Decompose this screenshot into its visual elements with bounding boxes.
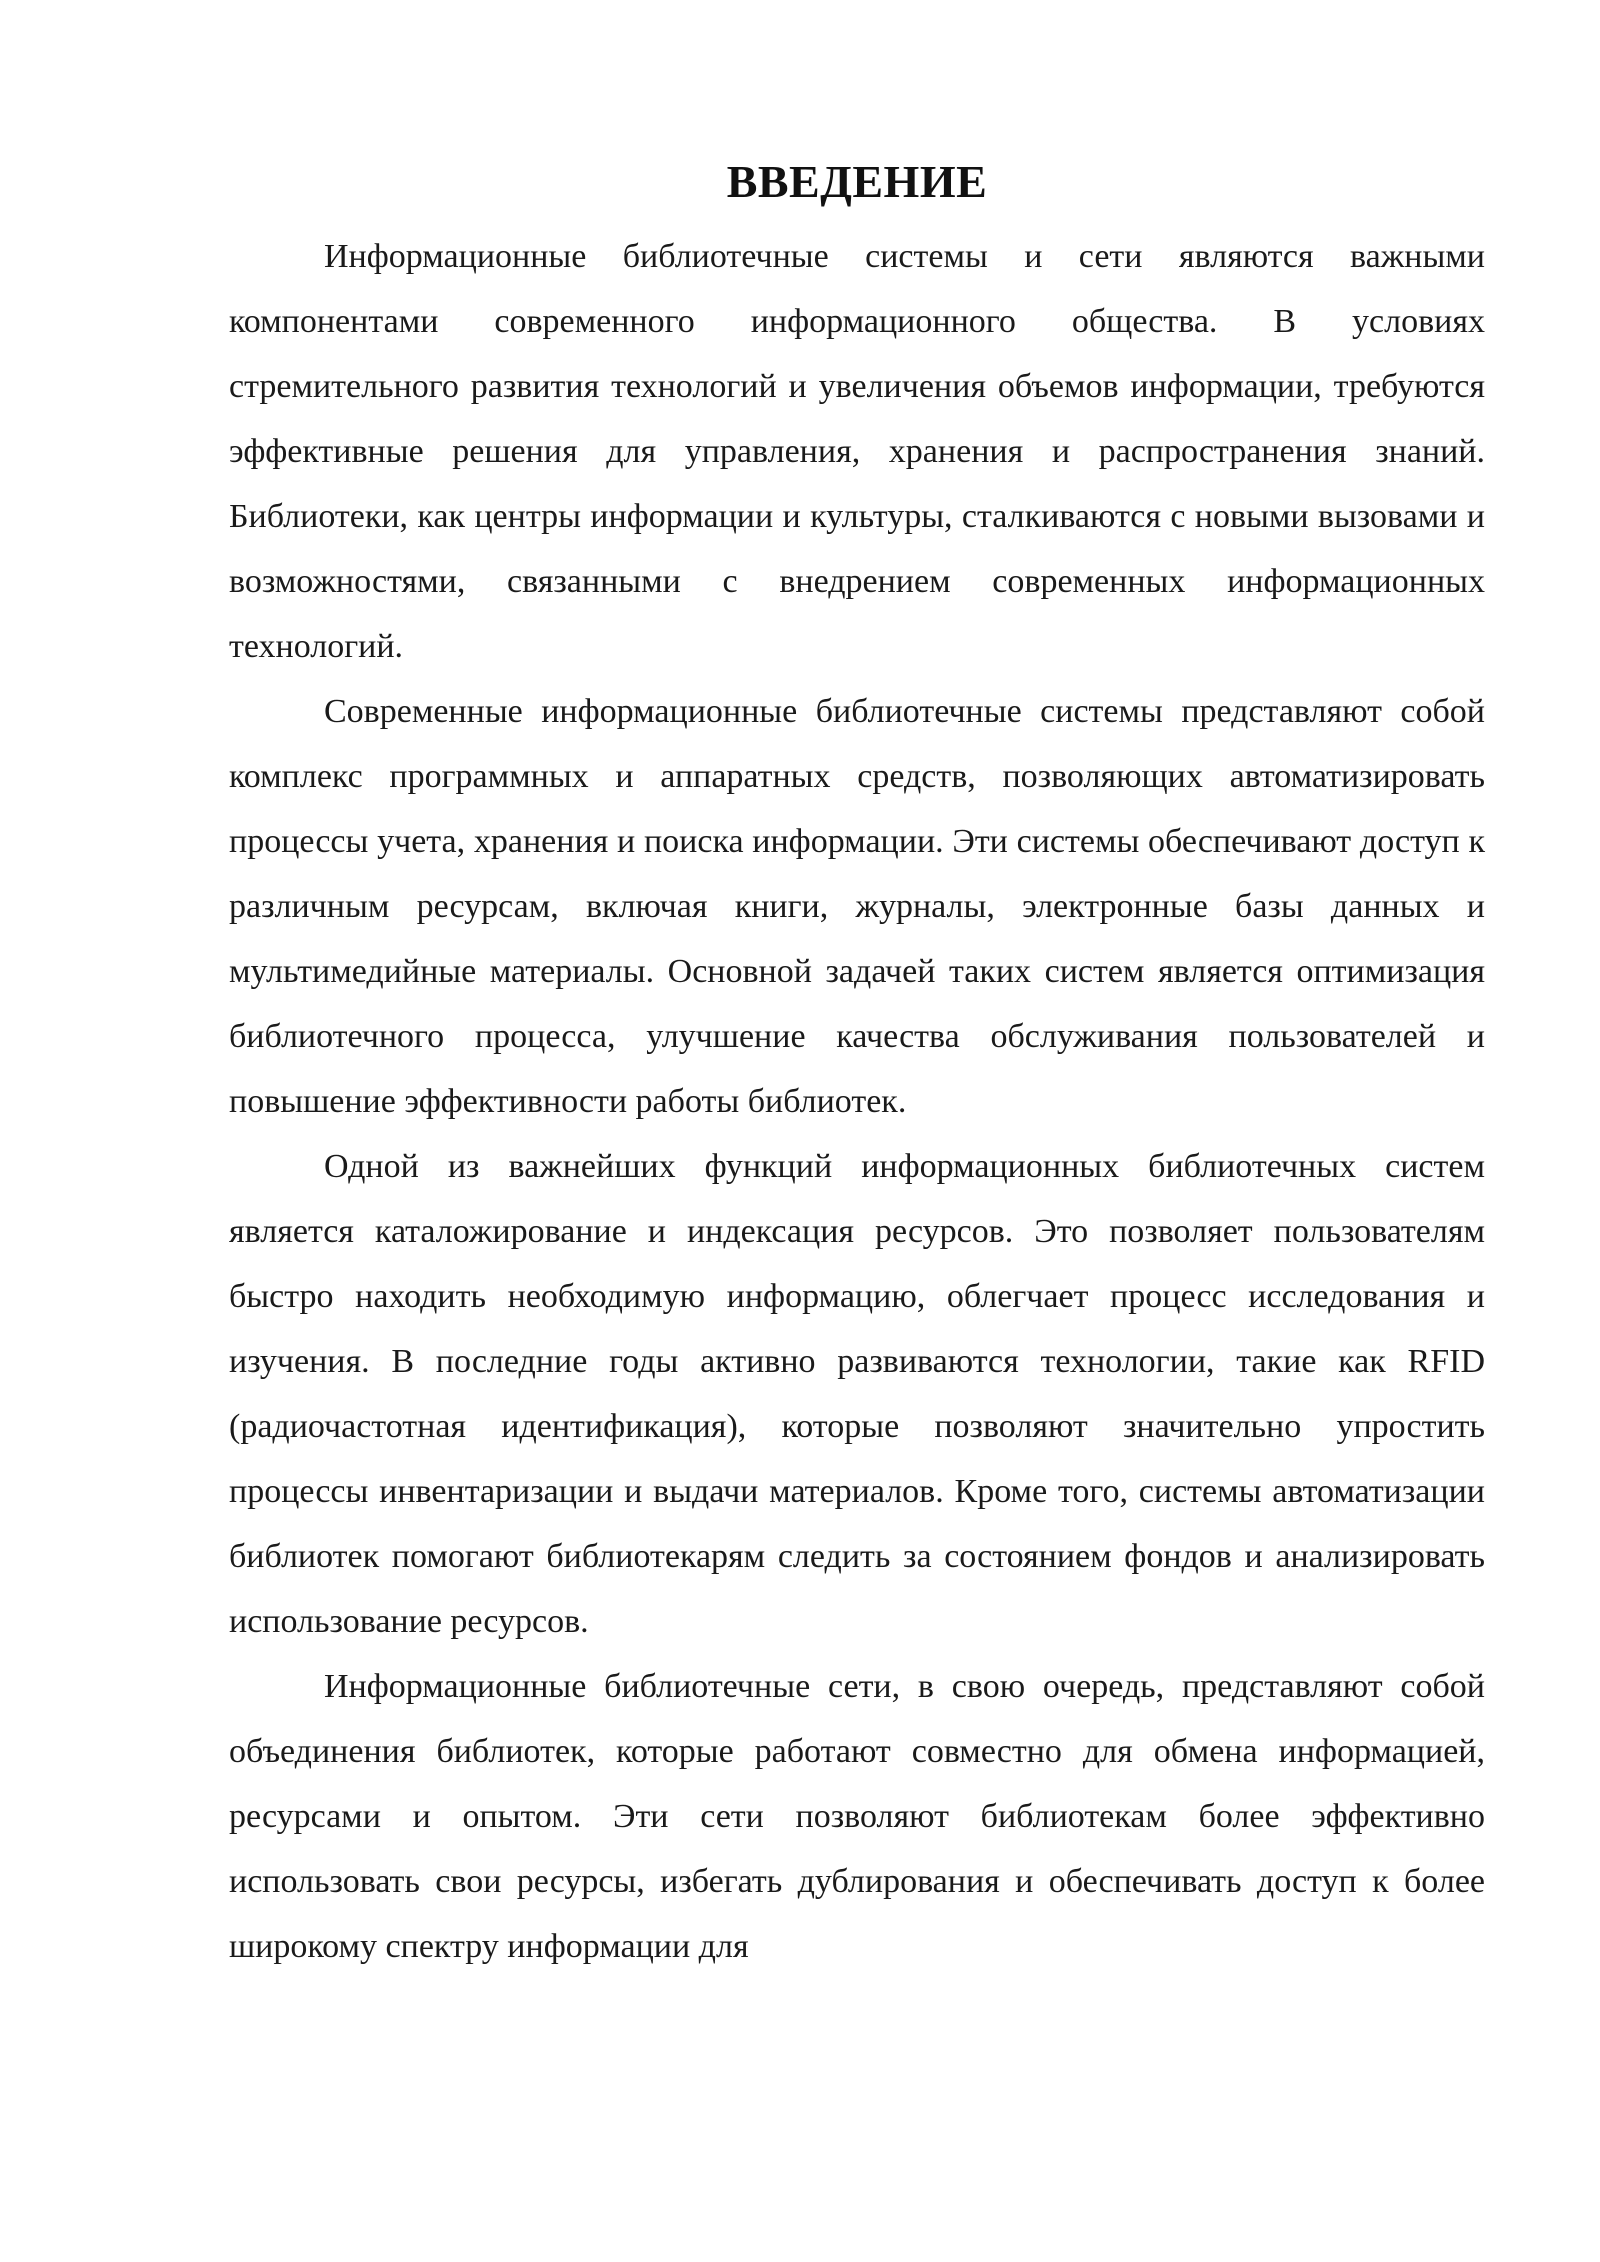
paragraph-4: Информационные библиотечные сети, в свою очередь, представляют собой объединения библиотек, которые работают совместно для обмена информацией, ресурсами и опытом. Эти сети позволяют библиотекам более эффективно использовать свои ресурсы, избегать дублирования и обеспечивать доступ к более широкому спектру информации для [229, 1668, 1485, 1965]
paragraph-1: Информационные библиотечные системы и сети являются важными компонентами современного информационного общества. В условиях стремительного развития технологий и увеличения объемов информации, требуются эффективные решения для управления, хранения и распространения знаний. Библиотеки, как центры информации и культуры, сталкиваются с новыми вызовами и возможностями, связанными с внедрением современных информационных технологий. [229, 238, 1485, 665]
section-heading: ВВЕДЕНИЕ [726, 156, 988, 207]
paragraph-2: Современные информационные библиотечные системы представляют собой комплекс программных и аппаратных средств, позволяющих автоматизировать процессы учета, хранения и поиска информации. Эти системы обеспечивают доступ к различным ресурсам, включая книги, журналы, электронные базы данных и мультимедийные материалы. Основной задачей таких систем является оптимизация библиотечного процесса, улучшение качества обслуживания пользователей и повышение эффективности работы библиотек. [229, 693, 1485, 1120]
page-body [229, 148, 1485, 1979]
paragraph-3: Одной из важнейших функций информационных библиотечных систем является каталожирование и индексация ресурсов. Это позволяет пользователям быстро находить необходимую информацию, облегчает процесс исследования и изучения. В последние годы активно развиваются технологии, такие как RFID (радиочастотная идентификация), которые позволяют значительно упростить процессы инвентаризации и выдачи материалов. Кроме того, системы автоматизации библиотек помогают библиотекарям следить за состоянием фондов и анализировать использование ресурсов. [229, 1148, 1485, 1640]
